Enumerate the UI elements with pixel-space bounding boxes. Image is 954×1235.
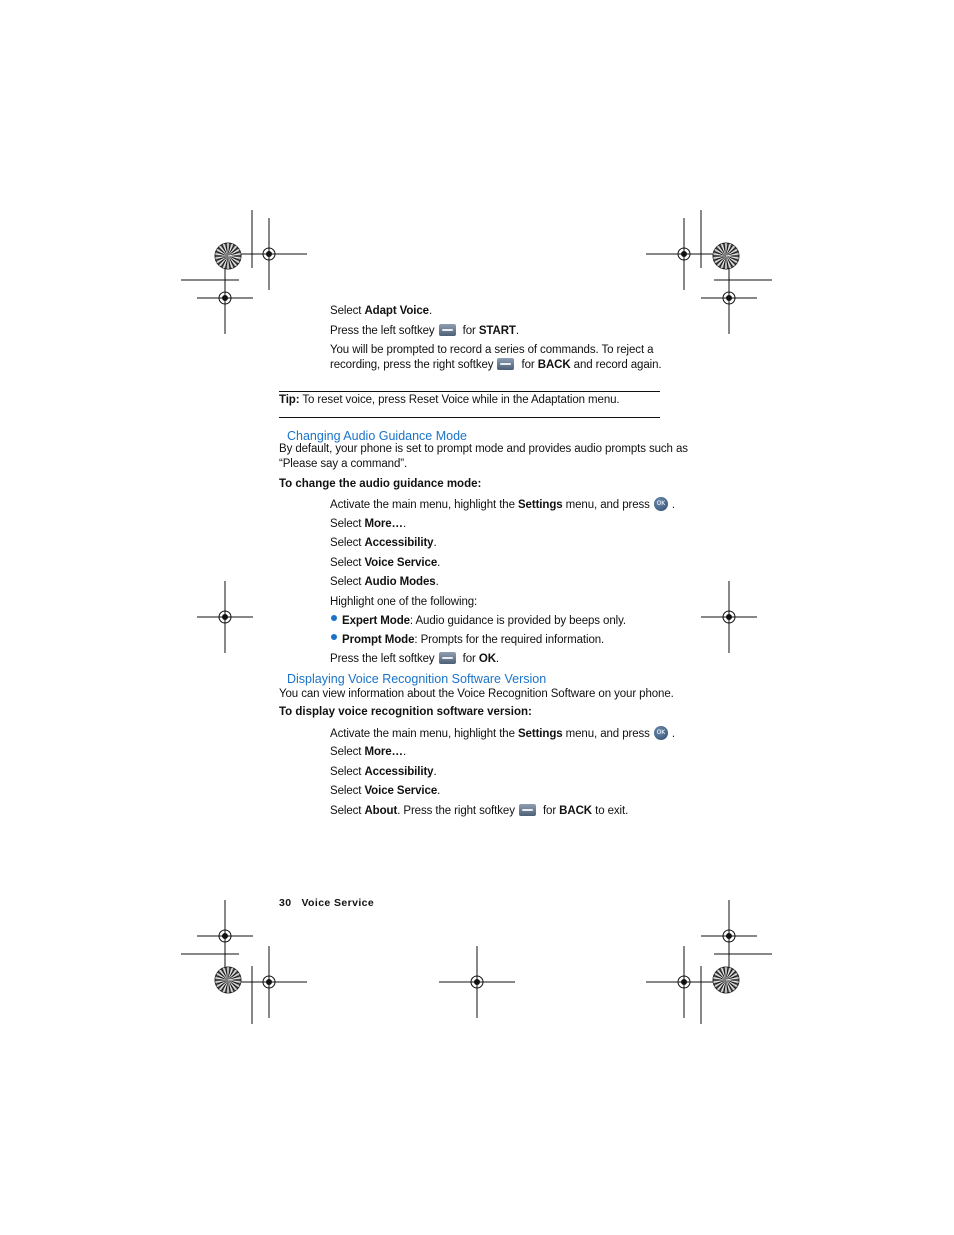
footer-section-title: Voice Service (301, 897, 375, 909)
softkey-icon (439, 324, 456, 336)
step-select-voice-service: Select Voice Service. (330, 557, 441, 569)
page-number: 30 (279, 897, 292, 909)
section2-intro: You can view information about the Voice Recognition Software on your phone. (279, 688, 674, 700)
step-select-adapt-voice: Select Adapt Voice. (330, 305, 433, 317)
bullet-icon (331, 615, 337, 621)
option-expert-mode: Expert Mode: Audio guidance is provided by beeps only. (331, 614, 626, 629)
step-press-start: Press the left softkey for START. (330, 325, 519, 337)
section1-intro-line1: By default, your phone is set to prompt mode and provides audio prompts such as (279, 443, 688, 455)
softkey-icon (519, 804, 536, 816)
step-press-ok: Press the left softkey for OK. (330, 653, 500, 665)
bullet-icon (331, 634, 337, 640)
step-select-more: Select More…. (330, 518, 407, 530)
softkey-icon (497, 358, 514, 370)
procedure-title-software-version: To display voice recognition software version: (279, 706, 532, 718)
step-highlight: Highlight one of the following: (330, 596, 478, 608)
ok-button-icon (654, 497, 668, 511)
softkey-icon (439, 652, 456, 664)
option-prompt-mode: Prompt Mode: Prompts for the required information. (331, 633, 604, 648)
prompt-text-line2: recording, press the right softkey for BACK and record again. (330, 359, 662, 371)
step-select-about: Select About. Press the right softkey for BACK to exit. (330, 805, 629, 817)
step-activate-menu: Activate the main menu, highlight the Settings menu, and pressOK . (330, 726, 675, 742)
tip-note: Tip: To reset voice, press Reset Voice while in the Adaptation menu. (279, 394, 620, 406)
step-select-accessibility: Select Accessibility. (330, 766, 437, 778)
tip-top-rule (279, 391, 660, 392)
procedure-title-audio-guidance: To change the audio guidance mode: (279, 478, 482, 490)
section-heading-software-version: Displaying Voice Recognition Software Version (287, 672, 547, 686)
section-heading-audio-guidance: Changing Audio Guidance Mode (287, 429, 467, 443)
step-select-more: Select More…. (330, 746, 407, 758)
section1-intro-line2: “Please say a command”. (279, 458, 408, 470)
step-activate-menu: Activate the main menu, highlight the Settings menu, and pressOK . (330, 497, 675, 513)
tip-bottom-rule (279, 417, 660, 418)
step-select-audio-modes: Select Audio Modes. (330, 576, 439, 588)
step-select-accessibility: Select Accessibility. (330, 537, 437, 549)
prompt-text-line1: You will be prompted to record a series of commands. To reject a (330, 344, 654, 356)
step-select-voice-service: Select Voice Service. (330, 785, 441, 797)
page-footer (279, 897, 374, 909)
ok-button-icon (654, 726, 668, 740)
